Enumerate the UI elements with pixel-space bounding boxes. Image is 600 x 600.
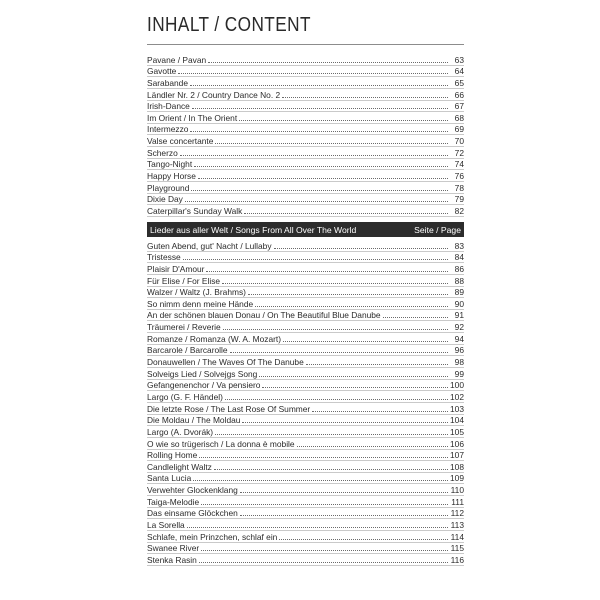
entry-page-number: 79 (454, 194, 464, 205)
dot-leader (312, 402, 448, 412)
entry-title: Rolling Home (147, 450, 198, 461)
entry-title: Die letzte Rose / The Last Rose Of Summer (147, 403, 311, 414)
dot-leader (248, 285, 448, 295)
dot-leader (180, 146, 448, 156)
entry-title: Valse concertante (147, 136, 214, 147)
dot-leader (194, 157, 448, 167)
entry-title: Tristesse (147, 252, 181, 263)
entry-title: O wie so trügerisch / La donna è mobile (147, 438, 295, 449)
entry-title: La Sorella (147, 520, 185, 531)
entry-title: Stenka Rasin (147, 554, 197, 565)
entry-page-number: 112 (450, 508, 464, 519)
entry-page-number: 90 (454, 298, 464, 309)
section-label: Lieder aus aller Welt / Songs From All Over The World (150, 224, 357, 235)
entry-page-number: 110 (450, 485, 464, 496)
dot-leader (214, 460, 448, 470)
entry-page-number: 103 (450, 403, 464, 414)
entry-title: Für Elise / For Elise (147, 275, 221, 286)
entry-title: Schlafe, mein Prinzchen, schlaf ein (147, 531, 278, 542)
entry-page-number: 102 (450, 391, 464, 402)
entry-page-number: 88 (454, 275, 464, 286)
entry-page-number: 105 (450, 426, 464, 437)
dot-leader (240, 506, 448, 516)
entry-title: Scherzo (147, 147, 178, 158)
dot-leader (262, 378, 448, 388)
entry-title: Pavane / Pavan (147, 54, 207, 65)
entry-title: Walzer / Waltz (J. Brahms) (147, 287, 246, 298)
dot-leader (259, 367, 448, 377)
entry-title: Gefangenenchor / Va pensiero (147, 380, 261, 391)
entry-page-number: 94 (454, 333, 464, 344)
entry-page-number: 107 (450, 450, 464, 461)
dot-leader (201, 541, 448, 551)
entry-page-number: 100 (450, 380, 464, 391)
entry-title: So nimm denn meine Hände (147, 298, 254, 309)
entry-page-number: 82 (454, 205, 464, 216)
dot-leader (193, 471, 448, 481)
dot-leader (199, 553, 448, 563)
entry-page-number: 68 (454, 112, 464, 123)
entry-page-number: 113 (450, 520, 464, 531)
entry-page-number: 108 (450, 461, 464, 472)
dot-leader (239, 111, 448, 121)
dot-leader (283, 332, 448, 342)
entry-title: Largo (G. F. Händel) (147, 391, 223, 402)
entry-page-number: 104 (450, 415, 464, 426)
dot-leader (255, 297, 448, 307)
dot-leader (198, 169, 448, 179)
entry-page-number: 109 (450, 473, 464, 484)
entry-page-number: 96 (454, 345, 464, 356)
title-divider (147, 44, 464, 45)
entry-title: Die Moldau / The Moldau (147, 415, 241, 426)
entry-page-number: 64 (454, 66, 464, 77)
dot-leader (383, 308, 448, 318)
page-title: INHALT / CONTENT (147, 14, 311, 36)
section-header (147, 222, 464, 237)
entry-title: Verwehter Glockenklang (147, 485, 238, 496)
dot-leader (199, 448, 448, 458)
entry-title: Träumerei / Reverie (147, 322, 221, 333)
dot-leader (190, 122, 448, 132)
entry-title: Happy Horse (147, 171, 196, 182)
entry-page-number: 99 (454, 368, 464, 379)
entry-page-number: 69 (454, 124, 464, 135)
entry-title: Donauwellen / The Waves Of The Danube (147, 357, 304, 368)
entry-title: Im Orient / In The Orient (147, 112, 238, 123)
entry-title: Tango-Night (147, 159, 193, 170)
dot-leader (190, 76, 448, 86)
entry-title: Guten Abend, gut' Nacht / Lullaby (147, 240, 272, 251)
dot-leader (191, 181, 448, 191)
entry-title: Swanee River (147, 543, 200, 554)
entry-page-number: 76 (454, 171, 464, 182)
dot-leader (282, 88, 448, 98)
dot-leader (242, 413, 448, 423)
entry-page-number: 98 (454, 357, 464, 368)
entry-title: Santa Lucia (147, 473, 192, 484)
dot-leader (178, 64, 448, 74)
dot-leader (208, 53, 448, 63)
entry-title: Intermezzo (147, 124, 189, 135)
entry-page-number: 91 (454, 310, 464, 321)
dot-leader (225, 390, 448, 400)
entry-page-number: 84 (454, 252, 464, 263)
entry-page-number: 106 (450, 438, 464, 449)
toc-entry (147, 554, 464, 566)
dot-leader (185, 192, 448, 202)
dot-leader (215, 425, 448, 435)
dot-leader (183, 250, 448, 260)
entry-title: Plaisir D'Amour (147, 263, 205, 274)
dot-leader (206, 262, 448, 272)
entry-page-number: 72 (454, 147, 464, 158)
dot-leader (306, 355, 448, 365)
entry-title: Romanze / Romanza (W. A. Mozart) (147, 333, 282, 344)
dot-leader (297, 437, 448, 447)
entry-page-number: 86 (454, 263, 464, 274)
entry-page-number: 115 (450, 543, 464, 554)
entry-page-number: 92 (454, 322, 464, 333)
entry-title: Candlelight Waltz (147, 461, 212, 472)
dot-leader (279, 530, 448, 540)
dot-leader (244, 204, 448, 214)
entry-page-number: 67 (454, 101, 464, 112)
entry-page-number: 83 (454, 240, 464, 251)
entry-title: Dixie Day (147, 194, 183, 205)
entry-page-number: 111 (451, 496, 464, 507)
dot-leader (274, 239, 448, 249)
entry-page-number: 78 (454, 182, 464, 193)
entry-page-number: 114 (450, 531, 464, 542)
entry-title: Barcarole / Barcarolle (147, 345, 228, 356)
entry-title: Irish-Dance (147, 101, 190, 112)
entry-title: Playground (147, 182, 190, 193)
dot-leader (240, 483, 448, 493)
dot-leader (223, 320, 448, 330)
dot-leader (230, 343, 448, 353)
entry-title: Ländler Nr. 2 / Country Dance No. 2 (147, 89, 281, 100)
toc-list-top (147, 54, 464, 217)
dot-leader (192, 99, 448, 109)
section-page-label: Seite / Page (414, 224, 461, 235)
dot-leader (222, 274, 448, 284)
entry-page-number: 116 (450, 554, 464, 565)
entry-page-number: 63 (454, 54, 464, 65)
entry-page-number: 66 (454, 89, 464, 100)
entry-page-number: 89 (454, 287, 464, 298)
entry-title: Gavotte (147, 66, 177, 77)
entry-title: Largo (A. Dvorák) (147, 426, 214, 437)
entry-title: Sarabande (147, 77, 188, 88)
entry-page-number: 65 (454, 77, 464, 88)
entry-title: Das einsame Glöckchen (147, 508, 238, 519)
toc-list-bottom (147, 240, 464, 566)
entry-page-number: 74 (454, 159, 464, 170)
entry-title: Taiga-Melodie (147, 496, 200, 507)
entry-title: Solveigs Lied / Solvejgs Song (147, 368, 258, 379)
dot-leader (201, 495, 448, 505)
dot-leader (187, 518, 448, 528)
entry-title: An der schönen blauen Donau / On The Beautiful Blue Danube (147, 310, 381, 321)
entry-title: Caterpillar's Sunday Walk (147, 205, 243, 216)
entry-page-number: 70 (454, 136, 464, 147)
dot-leader (215, 134, 448, 144)
toc-entry (147, 205, 464, 217)
